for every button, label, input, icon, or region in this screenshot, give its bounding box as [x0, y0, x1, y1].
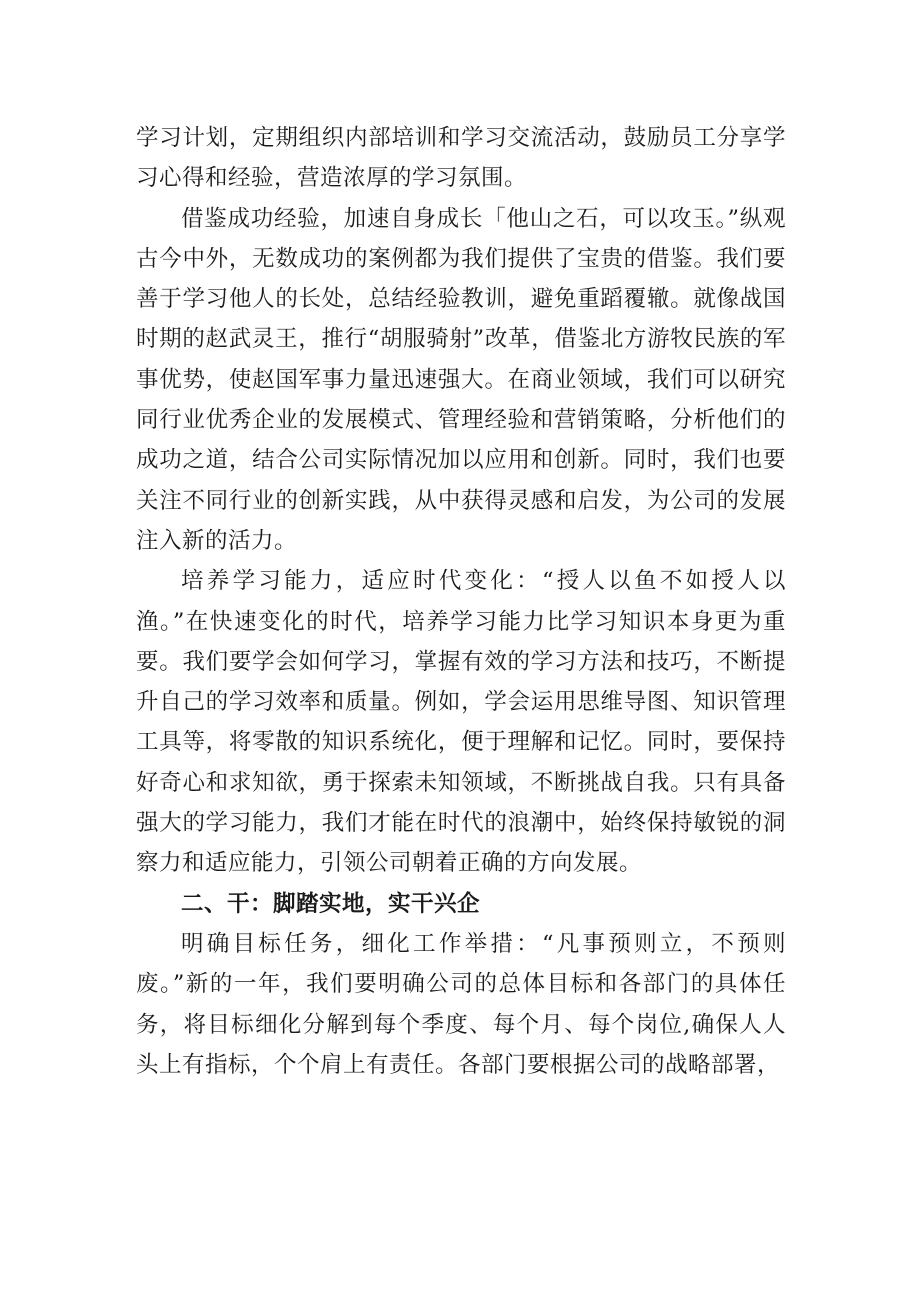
- document-body: [136, 118, 786, 1085]
- paragraph-continuation: 学习计划，定期组织内部培训和学习交流活动，鼓励员工分享学习心得和经验，营造浓厚的学习氛围。: [136, 125, 786, 192]
- section-heading-gan: 二、干：脚踏实地，实干兴企: [181, 890, 481, 917]
- paragraph-clear-goals: 明确目标任务，细化工作举措：“凡事预则立，不预则废。”新的一年，我们要明确公司的总体目标和各部门的具体任务，将目标细化分解到每个季度、每个月、每个岗位,确保人人头上有指标，个个肩上有责任。各部门要根据公司的战略部署，: [136, 930, 786, 1078]
- paragraph-learn-from-success: 借鉴成功经验，加速自身成长「他山之石，可以攻玉。”纵观古今中外，无数成功的案例都为我们提供了宝贵的借鉴。我们要善于学习他人的长处，总结经验教训，避免重蹈覆辙。就像战国时期的赵武灵王，推行“胡服骑射”改革，借鉴北方游牧民族的军事优势，使赵国军事力量迅速强大。在商业领域，我们可以研究同行业优秀企业的发展模式、管理经验和营销策略，分析他们的成功之道，结合公司实际情况加以应用和创新。同时，我们也要关注不同行业的创新实践，从中获得灵感和启发，为公司的发展注入新的活力。: [136, 205, 786, 554]
- paragraph-learning-ability: 培养学习能力，适应时代变化：“授人以鱼不如授人以渔。”在快速变化的时代，培养学习能力比学习知识本身更为重要。我们要学会如何学习，掌握有效的学习方法和技巧，不断提升自己的学习效率和质量。例如，学会运用思维导图、知识管理工具等，将零散的知识系统化，便于理解和记忆。同时，要保持好奇心和求知欲，勇于探索未知领域，不断挑战自我。只有具备强大的学习能力，我们才能在时代的浪潮中，始终保持敏锐的洞察力和适应能力，引领公司朝着正确的方向发展。: [136, 568, 786, 877]
